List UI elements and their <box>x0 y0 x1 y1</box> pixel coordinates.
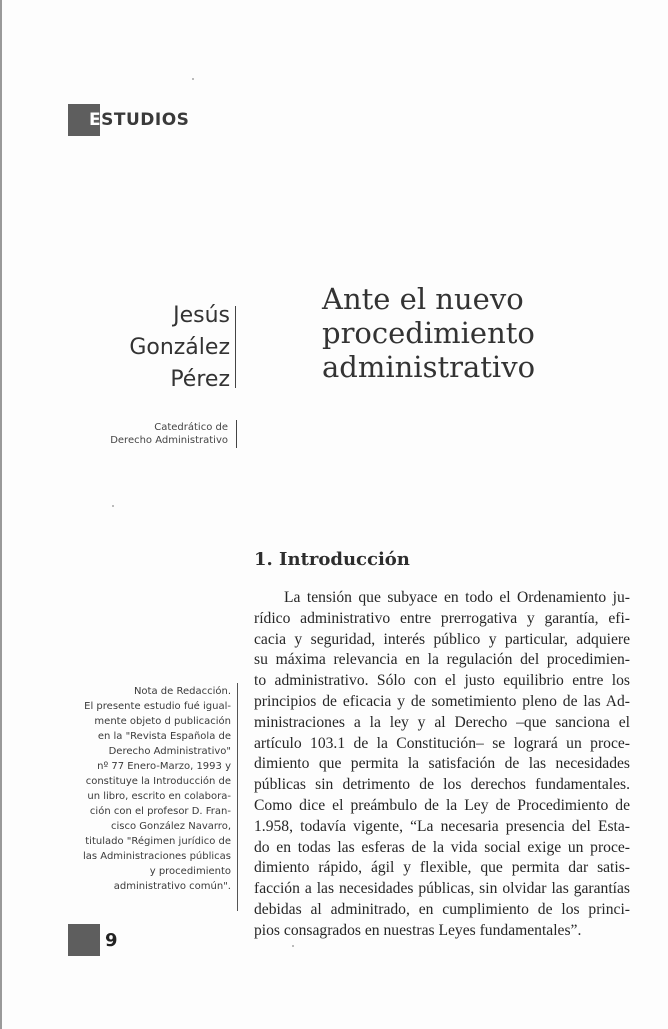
article-title <box>322 282 622 384</box>
note-line: mente objeto d publicación <box>94 716 231 727</box>
note-line: administrativo común". <box>113 881 231 892</box>
note-line: las Administraciones públicas <box>82 851 231 862</box>
body-line: Como dice el preámbulo de la Ley de Procedimiento de <box>254 796 630 814</box>
note-line: titulado "Régimen jurídico de <box>85 836 231 847</box>
author-rule <box>235 306 236 388</box>
body-line: dimiento rápido, ágil y flexible, que permita dar satis- <box>254 859 630 877</box>
page-number: 9 <box>105 930 118 951</box>
note-line: y procedimiento <box>149 866 231 877</box>
scan-speck <box>112 505 114 507</box>
title-line: procedimiento <box>322 316 535 350</box>
author-line: González <box>129 335 230 360</box>
title-line: administrativo <box>322 350 536 384</box>
section-first-letter: E <box>89 110 102 130</box>
note-rule <box>237 683 238 911</box>
author-affiliation <box>110 421 228 447</box>
author-name <box>129 300 230 396</box>
affiliation-line: Derecho Administrativo <box>110 435 228 446</box>
body-line: su máxima relevancia en la regulación del procedimien- <box>254 651 630 669</box>
page-edge <box>0 0 2 1029</box>
body-paragraph <box>254 588 630 942</box>
body-line: pios consagrados en nuestras Leyes fundamentales”. <box>254 921 582 939</box>
body-line: principios de eficacia y de sometimiento pleno de las Ad- <box>254 692 630 710</box>
body-line: facción a las necesidades públicas, sin olvidar las garantías <box>254 880 630 898</box>
body-line: públicas sin detrimento de los derechos fundamentales. <box>254 776 630 794</box>
page-number-square <box>68 924 100 956</box>
note-line: un libro, escrito en colabora- <box>87 791 231 802</box>
body-line: debidas al adminitrado, en cumplimiento de los princi- <box>254 900 630 918</box>
section-heading: 1. Introducción <box>254 549 410 570</box>
affiliation-line: Catedrático de <box>154 422 228 433</box>
note-line: cisco González Navarro, <box>111 821 231 832</box>
body-line: artículo 103.1 de la Constitución– se logrará un proce- <box>254 734 630 752</box>
section-label <box>68 104 190 136</box>
body-line: ministraciones a la ley y al Derecho –que sanciona el <box>254 713 630 731</box>
body-line: do en todas las esferas de la vida social exige un proce- <box>254 838 630 856</box>
body-line: 1.958, todavía vigente, “La necesaria presencia del Esta- <box>254 817 630 835</box>
body-line: rídico administrativo entre prerrogativa y garantía, efi- <box>254 609 630 627</box>
body-line: La tensión que subyace en todo el Ordenamiento ju- <box>284 589 630 606</box>
author-line: Pérez <box>170 367 230 392</box>
note-line: El presente estudio fué igual- <box>84 701 231 712</box>
note-line: en la "Revista Española de <box>97 731 231 742</box>
title-line: Ante el nuevo <box>322 282 524 316</box>
body-line: to administrativo. Sólo con el justo equilibrio entre los <box>254 672 630 690</box>
note-line: ción con el profesor D. Fran- <box>89 806 231 817</box>
affiliation-rule <box>236 420 237 448</box>
note-line: Derecho Administrativo" <box>108 746 231 757</box>
body-line: dimiento que permita la satisfación de las necesidades <box>254 755 630 773</box>
scan-speck <box>292 945 294 947</box>
editorial-note <box>83 684 231 894</box>
body-line: cacia y seguridad, interés público y particular, adquiere <box>254 630 630 648</box>
scan-speck <box>192 78 194 80</box>
section-label-text: STUDIOS <box>101 110 190 130</box>
note-line: constituye la Introducción de <box>85 776 231 787</box>
author-line: Jesús <box>173 303 230 328</box>
note-line: nº 77 Enero-Marzo, 1993 y <box>97 761 231 772</box>
note-title: Nota de Redacción. <box>133 686 231 697</box>
